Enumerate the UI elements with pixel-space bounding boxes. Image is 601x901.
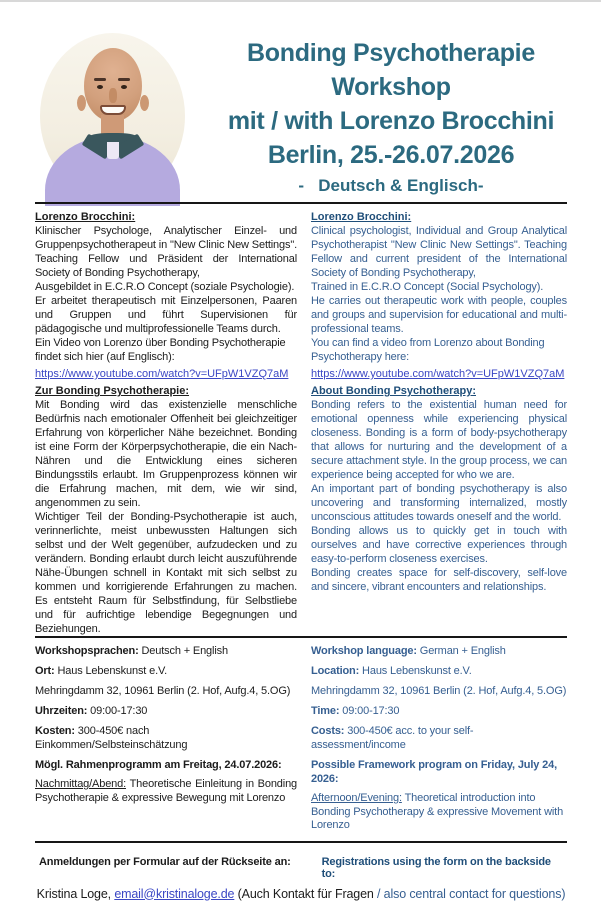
youtube-link-en[interactable]: https://www.youtube.com/watch?v=UFpW1VZQ7aM: [311, 368, 565, 380]
portrait-placket: [107, 142, 119, 159]
detail-costs-value-de: 300-450€ nach Einkommen/Selbsteinschätzung: [35, 725, 188, 751]
divider-footer: [35, 841, 567, 843]
email-link[interactable]: email@kristinaloge.de: [114, 886, 235, 901]
about-heading-en: About Bonding Psychotherapy:: [311, 385, 476, 397]
about-de-paragraph-2: Wichtiger Teil der Bonding-Psychotherapie ist auch, verinnerlichte, meist unbewussten Haltungen sich selbst und der Welt gegenüber, aufzudecken und zu verändern. Bonding erlaubt durch leicht auszuführende Nähe-Übungen schnell in Kontakt mit sich selbst zu kommen und korrigierende Erfahrungen zu machen. Es entsteht Raum für Selbstfindung, für Selbstliebe und für aufrichtige lebendige Begegnungen und Beziehungen.: [35, 511, 297, 635]
detail-location-label-de: Ort:: [35, 665, 55, 677]
detail-program-heading-text-de: Mögl. Rahmenprogramm am Freitag, 24.07.2026:: [35, 759, 282, 771]
detail-time-label-en: Time:: [311, 705, 340, 717]
registration-heading-de: Anmeldungen per Formular auf der Rückseite an:: [39, 855, 291, 868]
title-line-1: Bonding Psychotherapie: [247, 39, 535, 67]
detail-address-de: Mehringdamm 32, 10961 Berlin (2. Hof, Aufg.4, 5.OG): [35, 685, 291, 697]
bio-heading-de: Lorenzo Brocchini:: [35, 211, 136, 223]
portrait-ear-right: [140, 95, 149, 111]
bio-de-paragraph-4: Ein Video von Lorenzo über Bonding Psychotherapie findet sich hier (auf Englisch):: [35, 337, 286, 363]
detail-address-en: Mehringdamm 32, 10961 Berlin (2. Hof, Aufg.4, 5.OG): [311, 685, 567, 697]
detail-location-de: [35, 664, 297, 678]
detail-costs-value-en: 300-450€ acc. to your self-assessment/income: [311, 725, 474, 751]
detail-languages-label-en: Workshop language:: [311, 645, 417, 657]
divider-details: [35, 636, 567, 638]
title-line-2: Workshop: [331, 73, 451, 101]
portrait-polo-shirt: [45, 136, 180, 206]
detail-costs-label-en: Costs:: [311, 725, 345, 737]
about-en-paragraph-3: Bonding allows us to quickly get in touch with ourselves and have corrective experiences through easy-to-perform closeness exercises.: [311, 525, 567, 565]
detail-program-heading-text-en: Possible Framework program on Friday, July 24, 2026:: [311, 759, 557, 785]
detail-program-de: [35, 778, 297, 805]
two-column-text: [35, 210, 567, 636]
bio-section-de: [35, 210, 297, 384]
divider-header: [35, 202, 567, 204]
workshop-details: [35, 644, 567, 839]
bio-en-paragraph-2: Trained in E.C.R.O Concept (Social Psychology).: [311, 281, 544, 293]
contact-name: Kristina Loge,: [36, 886, 115, 901]
detail-costs-en: [311, 724, 567, 752]
details-english: [311, 644, 567, 839]
bio-en-paragraph-3: He carries out therapeutic work with people, couples and groups and supervision for educational and multi-professional teams.: [311, 295, 567, 335]
portrait-eye-left: [97, 85, 103, 89]
detail-time-value-de: 09:00-17:30: [87, 705, 148, 717]
youtube-link-de[interactable]: https://www.youtube.com/watch?v=UFpW1VZQ7aM: [35, 368, 289, 380]
bio-en-paragraph-4: You can find a video from Lorenzo about Bonding Psychotherapy here:: [311, 337, 545, 363]
detail-location-label-en: Location:: [311, 665, 360, 677]
portrait-brow-left: [94, 78, 106, 81]
contact-line: [35, 887, 567, 901]
detail-time-value-en: 09:00-17:30: [339, 705, 400, 717]
detail-time-en: [311, 704, 567, 718]
detail-location-value-de: Haus Lebenskunst e.V.: [54, 665, 168, 677]
column-german: [35, 210, 297, 636]
about-section-de: [35, 384, 297, 636]
bio-en-paragraph-1: Clinical psychologist, Individual and Group Analytical Psychotherapist "New Clinic New Settings". Teaching Fellow and current president of the International Society of Bonding Psychotherapy,: [311, 225, 567, 279]
bio-de-paragraph-1: Klinischer Psychologe, Analytischer Einzel- und Gruppenpsychotherapeut in "New Clinic New Settings". Teaching Fellow und Präsident der International Society of Bonding Psychotherapy,: [35, 225, 297, 279]
detail-program-label-de: Nachmittag/Abend:: [35, 778, 127, 790]
detail-costs-de: [35, 724, 297, 752]
lorenzo-portrait-photo: [40, 33, 185, 199]
detail-program-en: [311, 792, 567, 833]
bio-de-paragraph-2: Ausgebildet in E.C.R.O Concept (soziale Psychologie).: [35, 281, 295, 293]
detail-time-de: [35, 704, 297, 718]
portrait-eye-right: [121, 85, 127, 89]
bio-heading-en: Lorenzo Brocchini:: [311, 211, 412, 223]
details-german: [35, 644, 297, 839]
page-title: [192, 36, 590, 200]
detail-program-value-de: Theoretische Einleitung in Bonding Psychotherapie & expressive Bewegung mit Lorenzo: [35, 778, 297, 804]
column-english: [311, 210, 567, 636]
portrait-brow-right: [118, 78, 130, 81]
about-section-en: [311, 384, 567, 614]
detail-languages-label-de: Workshopsprachen:: [35, 645, 139, 657]
about-en-paragraph-4: Bonding creates space for self-discovery, self-love and sincere, vibrant encounters and relationships.: [311, 567, 567, 593]
title-line-3: mit / with Lorenzo Brocchini: [227, 107, 555, 135]
detail-languages-de: [35, 644, 297, 658]
portrait-ear-left: [77, 95, 86, 111]
bio-section-en: [311, 210, 567, 384]
detail-program-label-en: Afternoon/Evening:: [311, 792, 402, 804]
title-line-4: Berlin, 25.-26.07.2026: [267, 141, 515, 169]
about-en-paragraph-1: Bonding refers to the existential human need for emotional openness while experiencing physical closeness. Bonding is a form of body-psychotherapy that allows for nurturing and the development of a secure attachment style. In the group process, we can experience being accepted for who we are.: [311, 399, 567, 481]
page-top-edge: [0, 0, 601, 2]
detail-program-value-en: Theoretical introduction into Bonding Psychotherapy & expressive Movement with Lorenzo: [311, 792, 564, 831]
detail-time-label-de: Uhrzeiten:: [35, 705, 88, 717]
contact-note-en: / also central contact for questions): [377, 886, 566, 901]
content-area: [35, 202, 567, 901]
detail-languages-en: [311, 644, 567, 658]
contact-note-de: (Auch Kontakt für Fragen: [234, 886, 378, 901]
about-de-paragraph-1: Mit Bonding wird das existenzielle menschliche Bedürfnis nach emotionaler Offenheit bei gleichzeitiger Erfahrung von körperlicher Nähe bezeichnet. Bonding ist eine Form der Körperpsychotherapie, die ein Nach-Nähren und die Entwicklung eines sicheren Bindungsstils erlaubt. Im Gruppenprozess können wir die Erfahrung machen, mit dem, wie wir sind, angenommen zu sein.: [35, 399, 297, 509]
about-en-paragraph-2: An important part of bonding psychotherapy is also uncovering and transforming internalized, mostly unconscious attitudes towards oneself and the world.: [311, 483, 567, 523]
registration-headings: [35, 856, 567, 880]
registration-heading-en: Registrations using the form on the backside to:: [321, 855, 551, 880]
portrait-smile: [100, 105, 126, 115]
portrait-head: [84, 48, 142, 121]
detail-location-en: [311, 664, 567, 678]
title-subtitle-languages: - Deutsch & Englisch-: [298, 176, 484, 195]
portrait-nose: [109, 88, 117, 103]
about-heading-de: Zur Bonding Psychotherapie:: [35, 385, 190, 397]
detail-program-heading-en: [311, 758, 567, 786]
detail-location-value-en: Haus Lebenskunst e.V.: [359, 665, 472, 677]
detail-program-heading-de: [35, 758, 297, 772]
detail-languages-value-de: Deutsch + English: [138, 645, 228, 657]
detail-costs-label-de: Kosten:: [35, 725, 75, 737]
bio-de-paragraph-3: Er arbeitet therapeutisch mit Einzelpersonen, Paaren und Gruppen und führt Supervisionen für pädagogische und multiprofessionelle Teams durch.: [35, 295, 297, 335]
detail-languages-value-en: German + English: [416, 645, 506, 657]
